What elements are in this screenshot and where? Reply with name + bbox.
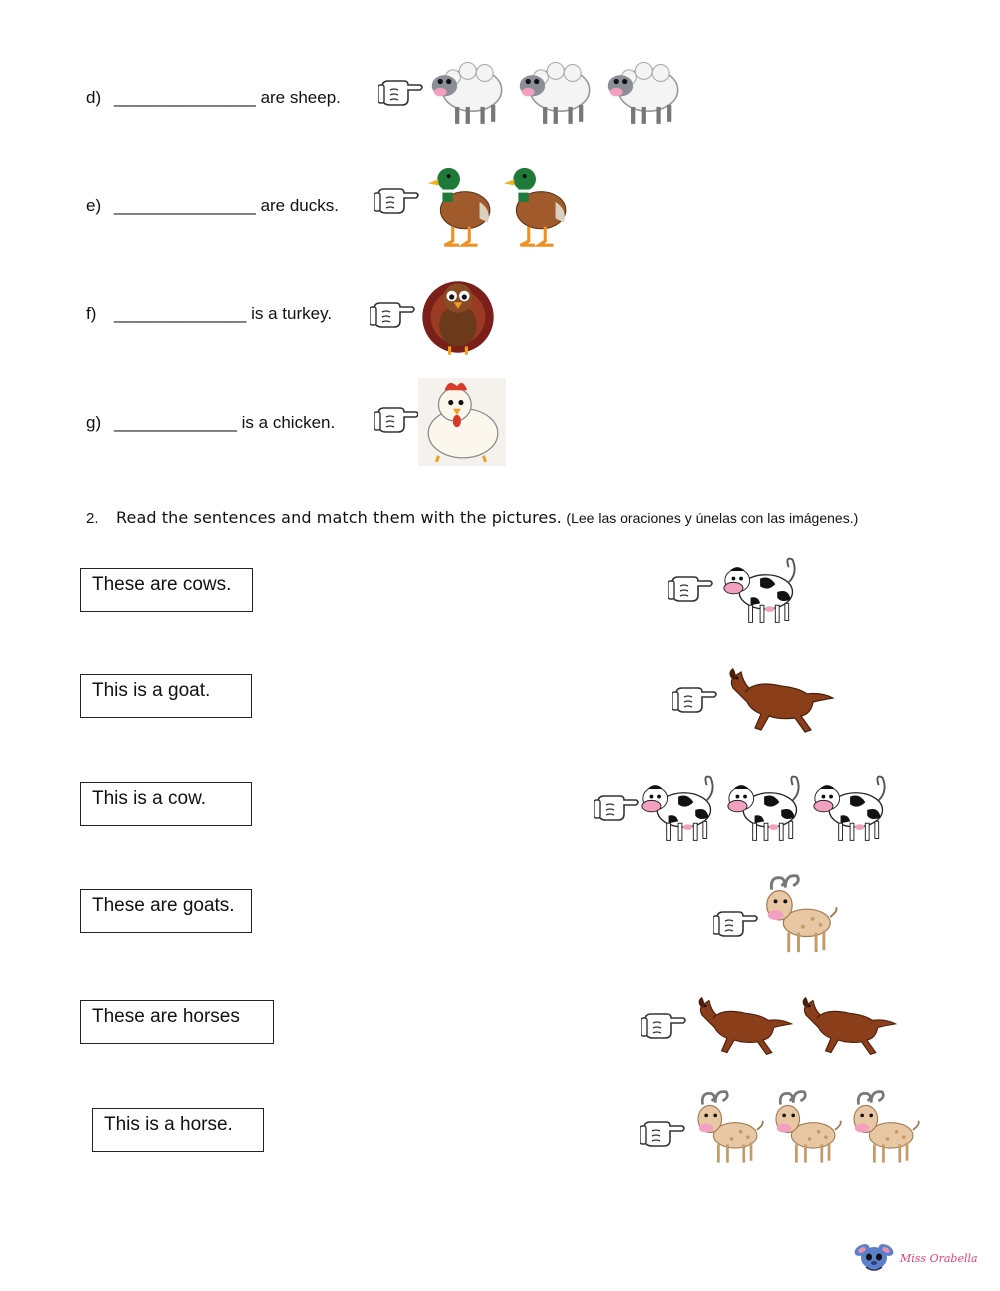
sheep-picture [428, 54, 516, 126]
answer-blank[interactable]: _______________ [114, 196, 256, 215]
pointing-hand-icon [668, 572, 714, 606]
answer-blank[interactable]: _____________ [114, 413, 237, 432]
fill-item-g [86, 413, 335, 433]
section-number: 2. [86, 510, 99, 527]
answer-blank[interactable]: _______________ [114, 88, 256, 107]
instruction-text: Read the sentences and match them with the pictures. [116, 508, 562, 527]
horse-picture[interactable] [796, 988, 900, 1058]
answer-blank[interactable]: ______________ [114, 304, 247, 323]
goat-picture[interactable] [756, 870, 840, 962]
section-2-instruction [86, 508, 858, 528]
duck-picture [504, 160, 570, 250]
pointing-hand-icon [374, 184, 420, 218]
horse-picture[interactable] [720, 658, 840, 736]
instruction-translation: (Lee las oraciones y únelas con las imágenes.) [566, 510, 859, 526]
sentence-box[interactable]: This is a goat. [80, 674, 252, 718]
item-letter: g) [86, 413, 102, 432]
cow-picture[interactable] [640, 770, 720, 846]
item-text: are ducks. [260, 196, 339, 215]
goat-picture[interactable] [766, 1086, 844, 1172]
pointing-hand-icon [713, 907, 759, 941]
logo-signature: Miss Orabella [900, 1252, 978, 1265]
turkey-picture [416, 274, 500, 360]
sentence-box[interactable]: This is a horse. [92, 1108, 264, 1152]
pointing-hand-icon [374, 403, 420, 437]
sentence-box[interactable]: This is a cow. [80, 782, 252, 826]
pointing-hand-icon [672, 683, 718, 717]
goat-picture[interactable] [844, 1086, 922, 1172]
item-letter: e) [86, 196, 102, 215]
pointing-hand-icon [640, 1117, 686, 1151]
horse-picture[interactable] [692, 988, 796, 1058]
cow-picture[interactable] [812, 770, 892, 846]
item-text: are sheep. [260, 88, 341, 107]
cow-picture[interactable] [722, 552, 802, 628]
pointing-hand-icon [641, 1009, 687, 1043]
sentence-box[interactable]: These are horses [80, 1000, 274, 1044]
chicken-picture [418, 378, 506, 466]
fill-item-e [86, 196, 339, 216]
pointing-hand-icon [378, 76, 424, 110]
cow-picture[interactable] [726, 770, 806, 846]
sheep-picture [516, 54, 604, 126]
item-letter: f) [86, 304, 97, 323]
item-text: is a turkey. [251, 304, 333, 323]
fill-item-d [86, 88, 341, 108]
goat-picture[interactable] [688, 1086, 766, 1172]
duck-picture [428, 160, 494, 250]
fill-item-f [86, 304, 332, 324]
pointing-hand-icon [594, 791, 640, 825]
sheep-picture [604, 54, 692, 126]
item-text: is a chicken. [241, 413, 336, 432]
sentence-box[interactable]: These are goats. [80, 889, 252, 933]
sentence-box[interactable]: These are cows. [80, 568, 253, 612]
pointing-hand-icon [370, 298, 416, 332]
item-letter: d) [86, 88, 102, 107]
